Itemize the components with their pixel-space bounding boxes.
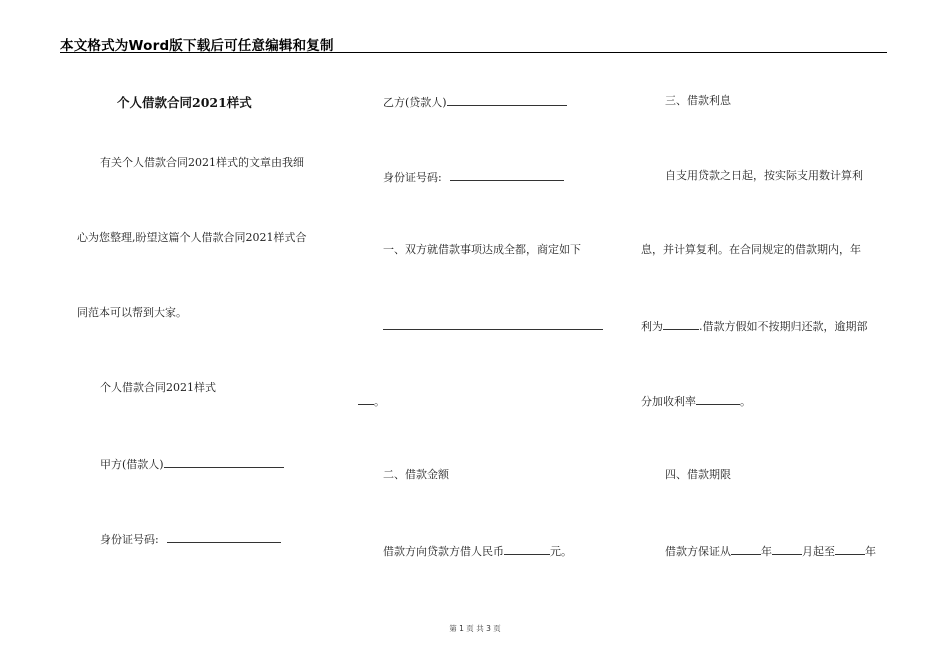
item-2-amount-blank: [504, 543, 550, 555]
section-subtitle: 个人借款合同2021样式: [100, 381, 216, 394]
interest-rate-blank: [663, 318, 699, 330]
item-2-text: 借款方向贷款方借人民币: [383, 545, 504, 558]
item-4-line: [665, 543, 876, 558]
party-b-line: [383, 94, 567, 109]
item-3-line-3-b: .借款方假如不按期归还款，逾期部: [699, 320, 868, 333]
item-3-line-4-b: 。: [740, 395, 751, 408]
id-number-label-a: 身份证号码:: [100, 533, 159, 546]
document-title: 个人借款合同2021样式: [117, 95, 252, 110]
header-divider: [60, 52, 887, 53]
item-3-line-3: [641, 318, 868, 333]
item-4-a: 借款方保证从: [665, 545, 731, 558]
intro-line-3: 同范本可以帮到大家。: [77, 306, 187, 319]
intro-line-2: 心为您整理,盼望这篇个人借款合同2021样式合: [77, 231, 307, 244]
intro-line-1: 有关个人借款合同2021样式的文章由我细: [100, 156, 304, 169]
item-3-line-4: [641, 393, 751, 408]
party-a-label: 甲方(借款人): [100, 458, 164, 471]
overdue-rate-blank: [696, 393, 740, 405]
item-1-end-line: [358, 393, 385, 408]
item-3-line-4-a: 分加收利率: [641, 395, 696, 408]
item-4-heading: 四、借款期限: [665, 468, 731, 481]
start-month-blank: [772, 543, 802, 555]
party-b-label: 乙方(贷款人): [383, 96, 447, 109]
item-1-fill-line: [383, 318, 603, 333]
id-number-line-a: [100, 531, 281, 546]
item-1-end-blank: [358, 393, 374, 405]
item-3-line-1: 自支用贷款之日起，按实际支用数计算利: [665, 169, 863, 182]
document-header: 本文格式为Word版下载后可任意编辑和复制: [60, 38, 334, 54]
item-4-c: 月起至: [802, 545, 835, 558]
id-number-label-b: 身份证号码:: [383, 171, 442, 184]
item-2-text-line: [383, 543, 572, 558]
party-a-blank: [164, 456, 284, 468]
item-2-unit: 元。: [550, 545, 572, 558]
item-3-line-3-a: 利为: [641, 320, 663, 333]
id-number-blank-a: [167, 531, 281, 543]
id-number-blank-b: [450, 169, 564, 181]
item-1-blank: [383, 318, 603, 330]
item-4-b: 年: [761, 545, 772, 558]
item-2-heading: 二、借款金额: [383, 468, 449, 481]
item-3-heading: 三、借款利息: [665, 94, 731, 107]
item-4-d: 年: [865, 545, 876, 558]
item-1-text: 一、双方就借款事项达成全都，商定如下: [383, 243, 581, 256]
page-number: 第 1 页 共 3 页: [449, 624, 501, 633]
end-year-blank: [835, 543, 865, 555]
item-1-end-punct: 。: [374, 395, 385, 408]
party-a-line: [100, 456, 284, 471]
id-number-line-b: [383, 169, 564, 184]
start-year-blank: [731, 543, 761, 555]
item-3-line-2: 息，并计算复利。在合同规定的借款期内，年: [641, 243, 861, 256]
party-b-blank: [447, 94, 567, 106]
